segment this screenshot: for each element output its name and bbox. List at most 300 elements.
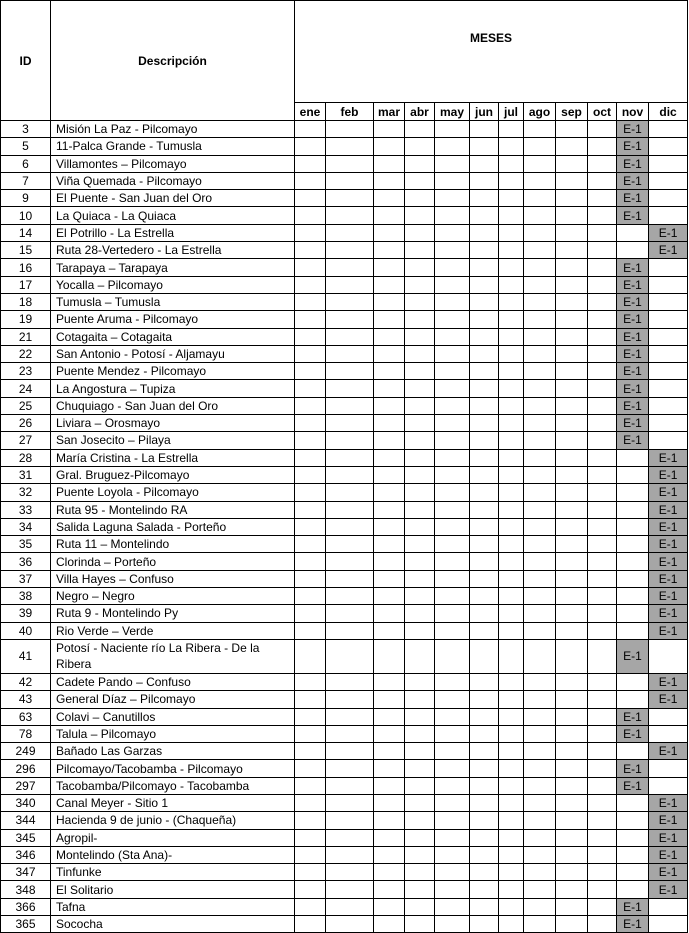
- row-description: Montelindo (Sta Ana)-: [51, 846, 295, 863]
- cell-sep: [556, 691, 588, 708]
- row-description: Villamontes – Pilcomayo: [51, 155, 295, 172]
- cell-ene: [295, 673, 326, 690]
- row-id: 345: [1, 829, 51, 846]
- cell-dic: [649, 397, 688, 414]
- header-month-ago: ago: [524, 103, 556, 121]
- cell-ago: [524, 743, 556, 760]
- cell-dic-mark: E-1: [649, 518, 688, 535]
- table-row: [1, 760, 688, 777]
- row-id: 15: [1, 242, 51, 259]
- cell-mar: [374, 397, 405, 414]
- cell-jun: [470, 829, 499, 846]
- row-description: Gral. Bruguez-Pilcomayo: [51, 466, 295, 483]
- cell-ago: [524, 259, 556, 276]
- cell-mar: [374, 207, 405, 224]
- cell-oct: [588, 518, 617, 535]
- cell-ene: [295, 363, 326, 380]
- cell-oct: [588, 691, 617, 708]
- cell-nov-mark: E-1: [617, 345, 649, 362]
- cell-sep: [556, 588, 588, 605]
- cell-jun: [470, 673, 499, 690]
- row-id: 35: [1, 536, 51, 553]
- cell-sep: [556, 829, 588, 846]
- cell-oct: [588, 881, 617, 898]
- row-id: 38: [1, 588, 51, 605]
- cell-mar: [374, 777, 405, 794]
- table-row: [1, 501, 688, 518]
- row-id: 39: [1, 605, 51, 622]
- row-id: 18: [1, 293, 51, 310]
- cell-jun: [470, 743, 499, 760]
- cell-feb: [326, 466, 374, 483]
- cell-oct: [588, 673, 617, 690]
- cell-nov-mark: E-1: [617, 432, 649, 449]
- cell-jul: [499, 673, 524, 690]
- cell-ene: [295, 293, 326, 310]
- cell-jun: [470, 311, 499, 328]
- row-description: Puente Aruma - Pilcomayo: [51, 311, 295, 328]
- table-row: [1, 536, 688, 553]
- cell-abr: [405, 743, 435, 760]
- cell-mar: [374, 673, 405, 690]
- cell-nov-mark: E-1: [617, 708, 649, 725]
- cell-abr: [405, 172, 435, 189]
- cell-ago: [524, 725, 556, 742]
- cell-ene: [295, 725, 326, 742]
- cell-ene: [295, 570, 326, 587]
- header-month-dic: dic: [649, 103, 688, 121]
- cell-mar: [374, 760, 405, 777]
- cell-nov-mark: E-1: [617, 155, 649, 172]
- cell-jul: [499, 743, 524, 760]
- cell-feb: [326, 259, 374, 276]
- cell-sep: [556, 328, 588, 345]
- cell-dic-mark: E-1: [649, 673, 688, 690]
- cell-oct: [588, 155, 617, 172]
- cell-jul: [499, 328, 524, 345]
- cell-mar: [374, 466, 405, 483]
- cell-jul: [499, 432, 524, 449]
- cell-abr: [405, 518, 435, 535]
- cell-ene: [295, 639, 326, 673]
- cell-nov: [617, 242, 649, 259]
- cell-jun: [470, 415, 499, 432]
- cell-sep: [556, 380, 588, 397]
- cell-mar: [374, 864, 405, 881]
- table-row: [1, 673, 688, 690]
- cell-jul: [499, 553, 524, 570]
- cell-mar: [374, 588, 405, 605]
- row-description: Rio Verde – Verde: [51, 622, 295, 639]
- table-row: [1, 363, 688, 380]
- cell-ene: [295, 224, 326, 241]
- cell-may: [435, 363, 470, 380]
- cell-nov: [617, 812, 649, 829]
- cell-oct: [588, 639, 617, 673]
- cell-feb: [326, 881, 374, 898]
- cell-jun: [470, 449, 499, 466]
- cell-mar: [374, 501, 405, 518]
- cell-may: [435, 725, 470, 742]
- cell-nov: [617, 829, 649, 846]
- cell-ene: [295, 501, 326, 518]
- table-row: [1, 484, 688, 501]
- cell-abr: [405, 864, 435, 881]
- cell-ago: [524, 673, 556, 690]
- cell-ago: [524, 622, 556, 639]
- cell-oct: [588, 725, 617, 742]
- row-id: 19: [1, 311, 51, 328]
- cell-jul: [499, 588, 524, 605]
- cell-oct: [588, 121, 617, 138]
- table-row: [1, 639, 688, 673]
- cell-may: [435, 605, 470, 622]
- cell-mar: [374, 881, 405, 898]
- cell-jun: [470, 172, 499, 189]
- cell-may: [435, 570, 470, 587]
- cell-nov-mark: E-1: [617, 121, 649, 138]
- cell-mar: [374, 380, 405, 397]
- cell-jul: [499, 466, 524, 483]
- cell-nov: [617, 449, 649, 466]
- row-description: Ruta 28-Vertedero - La Estrella: [51, 242, 295, 259]
- row-id: 32: [1, 484, 51, 501]
- table-row: [1, 691, 688, 708]
- cell-ago: [524, 432, 556, 449]
- cell-mar: [374, 276, 405, 293]
- cell-feb: [326, 864, 374, 881]
- cell-nov: [617, 881, 649, 898]
- cell-may: [435, 708, 470, 725]
- cell-jul: [499, 881, 524, 898]
- cell-may: [435, 622, 470, 639]
- table-row: [1, 588, 688, 605]
- cell-oct: [588, 311, 617, 328]
- table-row: [1, 570, 688, 587]
- header-month-oct: oct: [588, 103, 617, 121]
- cell-ene: [295, 484, 326, 501]
- row-description: María Cristina - La Estrella: [51, 449, 295, 466]
- header-meses: MESES: [295, 1, 688, 103]
- cell-dic: [649, 207, 688, 224]
- cell-feb: [326, 328, 374, 345]
- cell-sep: [556, 242, 588, 259]
- cell-feb: [326, 293, 374, 310]
- table-row: [1, 812, 688, 829]
- cell-oct: [588, 777, 617, 794]
- cell-abr: [405, 673, 435, 690]
- cell-jun: [470, 190, 499, 207]
- cell-nov-mark: E-1: [617, 311, 649, 328]
- row-id: 366: [1, 898, 51, 915]
- cell-ago: [524, 501, 556, 518]
- header-month-mar: mar: [374, 103, 405, 121]
- cell-jun: [470, 570, 499, 587]
- cell-ene: [295, 449, 326, 466]
- cell-oct: [588, 380, 617, 397]
- cell-oct: [588, 605, 617, 622]
- cell-ene: [295, 190, 326, 207]
- cell-sep: [556, 708, 588, 725]
- cell-abr: [405, 328, 435, 345]
- cell-jun: [470, 708, 499, 725]
- cell-sep: [556, 501, 588, 518]
- row-id: 346: [1, 846, 51, 863]
- header-descripcion: Descripción: [51, 1, 295, 121]
- cell-ene: [295, 777, 326, 794]
- table-row: [1, 345, 688, 362]
- row-id: 347: [1, 864, 51, 881]
- cell-mar: [374, 691, 405, 708]
- cell-mar: [374, 518, 405, 535]
- cell-feb: [326, 311, 374, 328]
- cell-sep: [556, 224, 588, 241]
- row-description: Talula – Pilcomayo: [51, 725, 295, 742]
- cell-dic-mark: E-1: [649, 536, 688, 553]
- cell-nov: [617, 501, 649, 518]
- cell-may: [435, 138, 470, 155]
- cell-sep: [556, 553, 588, 570]
- cell-dic: [649, 328, 688, 345]
- row-description: Bañado Las Garzas: [51, 743, 295, 760]
- header-id: ID: [1, 1, 51, 121]
- cell-feb: [326, 622, 374, 639]
- cell-jun: [470, 276, 499, 293]
- cell-oct: [588, 138, 617, 155]
- cell-jun: [470, 259, 499, 276]
- row-id: 6: [1, 155, 51, 172]
- cell-mar: [374, 794, 405, 811]
- cell-abr: [405, 466, 435, 483]
- cell-nov: [617, 794, 649, 811]
- cell-jun: [470, 794, 499, 811]
- row-description: 11-Palca Grande - Tumusla: [51, 138, 295, 155]
- row-id: 24: [1, 380, 51, 397]
- cell-abr: [405, 397, 435, 414]
- cell-jun: [470, 138, 499, 155]
- cell-nov-mark: E-1: [617, 916, 649, 933]
- cell-ene: [295, 743, 326, 760]
- cell-jul: [499, 345, 524, 362]
- cell-ago: [524, 276, 556, 293]
- cell-may: [435, 743, 470, 760]
- cell-dic: [649, 276, 688, 293]
- row-id: 26: [1, 415, 51, 432]
- cell-abr: [405, 777, 435, 794]
- cell-may: [435, 207, 470, 224]
- cell-may: [435, 380, 470, 397]
- row-description: Yocalla – Pilcomayo: [51, 276, 295, 293]
- cell-abr: [405, 916, 435, 933]
- cell-jun: [470, 898, 499, 915]
- row-id: 17: [1, 276, 51, 293]
- cell-dic: [649, 293, 688, 310]
- cell-oct: [588, 224, 617, 241]
- cell-nov-mark: E-1: [617, 380, 649, 397]
- cell-abr: [405, 725, 435, 742]
- cell-feb: [326, 155, 374, 172]
- row-id: 63: [1, 708, 51, 725]
- row-description: Villa Hayes – Confuso: [51, 570, 295, 587]
- cell-mar: [374, 898, 405, 915]
- row-description: Chuquiago - San Juan del Oro: [51, 397, 295, 414]
- cell-abr: [405, 259, 435, 276]
- cell-jul: [499, 916, 524, 933]
- cell-oct: [588, 466, 617, 483]
- cell-jun: [470, 605, 499, 622]
- cell-ago: [524, 311, 556, 328]
- cell-sep: [556, 605, 588, 622]
- row-id: 42: [1, 673, 51, 690]
- cell-nov: [617, 743, 649, 760]
- cell-ene: [295, 898, 326, 915]
- cell-dic: [649, 190, 688, 207]
- table-row: [1, 846, 688, 863]
- cell-oct: [588, 328, 617, 345]
- cell-jun: [470, 484, 499, 501]
- cell-oct: [588, 916, 617, 933]
- cell-jun: [470, 397, 499, 414]
- cell-nov-mark: E-1: [617, 397, 649, 414]
- cell-mar: [374, 449, 405, 466]
- cell-nov: [617, 536, 649, 553]
- row-description: Cadete Pando – Confuso: [51, 673, 295, 690]
- cell-sep: [556, 466, 588, 483]
- cell-feb: [326, 449, 374, 466]
- cell-nov: [617, 484, 649, 501]
- cell-feb: [326, 691, 374, 708]
- cell-may: [435, 328, 470, 345]
- table-row: [1, 449, 688, 466]
- cell-may: [435, 484, 470, 501]
- cell-mar: [374, 311, 405, 328]
- cell-dic-mark: E-1: [649, 242, 688, 259]
- row-id: 7: [1, 172, 51, 189]
- cell-jul: [499, 293, 524, 310]
- cell-jun: [470, 363, 499, 380]
- cell-abr: [405, 363, 435, 380]
- table-row: [1, 794, 688, 811]
- cell-sep: [556, 432, 588, 449]
- header-month-feb: feb: [326, 103, 374, 121]
- cell-nov: [617, 673, 649, 690]
- cell-feb: [326, 536, 374, 553]
- cell-feb: [326, 639, 374, 673]
- cell-nov: [617, 622, 649, 639]
- row-description: El Potrillo - La Estrella: [51, 224, 295, 241]
- cell-dic: [649, 898, 688, 915]
- cell-mar: [374, 363, 405, 380]
- table-row: [1, 121, 688, 138]
- cell-ene: [295, 397, 326, 414]
- cell-may: [435, 691, 470, 708]
- cell-ago: [524, 536, 556, 553]
- cell-abr: [405, 224, 435, 241]
- cell-feb: [326, 224, 374, 241]
- header-month-jun: jun: [470, 103, 499, 121]
- cell-feb: [326, 518, 374, 535]
- table-row: [1, 138, 688, 155]
- cell-may: [435, 501, 470, 518]
- cell-feb: [326, 484, 374, 501]
- cell-oct: [588, 207, 617, 224]
- cell-jun: [470, 466, 499, 483]
- cell-may: [435, 864, 470, 881]
- cell-oct: [588, 829, 617, 846]
- cell-nov: [617, 224, 649, 241]
- cell-nov-mark: E-1: [617, 415, 649, 432]
- cell-mar: [374, 415, 405, 432]
- cell-ene: [295, 829, 326, 846]
- cell-ago: [524, 777, 556, 794]
- cell-ago: [524, 760, 556, 777]
- cell-abr: [405, 760, 435, 777]
- cell-may: [435, 881, 470, 898]
- cell-jun: [470, 432, 499, 449]
- row-description: Tinfunke: [51, 864, 295, 881]
- table-row: [1, 432, 688, 449]
- cell-ene: [295, 916, 326, 933]
- header-month-jul: jul: [499, 103, 524, 121]
- row-id: 16: [1, 259, 51, 276]
- cell-jul: [499, 639, 524, 673]
- cell-jul: [499, 605, 524, 622]
- cell-dic-mark: E-1: [649, 466, 688, 483]
- cell-jul: [499, 190, 524, 207]
- cell-dic-mark: E-1: [649, 588, 688, 605]
- cell-dic-mark: E-1: [649, 743, 688, 760]
- cell-ene: [295, 121, 326, 138]
- cell-nov: [617, 466, 649, 483]
- cell-abr: [405, 276, 435, 293]
- cell-jun: [470, 293, 499, 310]
- cell-ago: [524, 484, 556, 501]
- cell-ene: [295, 172, 326, 189]
- cell-sep: [556, 121, 588, 138]
- cell-oct: [588, 708, 617, 725]
- table-row: [1, 466, 688, 483]
- cell-sep: [556, 864, 588, 881]
- cell-oct: [588, 363, 617, 380]
- cell-dic-mark: E-1: [649, 605, 688, 622]
- cell-may: [435, 536, 470, 553]
- table-row: [1, 518, 688, 535]
- cell-mar: [374, 328, 405, 345]
- table-row: [1, 397, 688, 414]
- cell-nov-mark: E-1: [617, 363, 649, 380]
- table-row: [1, 881, 688, 898]
- cell-oct: [588, 743, 617, 760]
- row-id: 31: [1, 466, 51, 483]
- cell-sep: [556, 846, 588, 863]
- cell-dic: [649, 363, 688, 380]
- cell-nov: [617, 553, 649, 570]
- cell-abr: [405, 190, 435, 207]
- cell-dic-mark: E-1: [649, 553, 688, 570]
- cell-may: [435, 242, 470, 259]
- cell-may: [435, 397, 470, 414]
- cell-may: [435, 276, 470, 293]
- cell-jun: [470, 207, 499, 224]
- cell-sep: [556, 812, 588, 829]
- cell-abr: [405, 432, 435, 449]
- cell-sep: [556, 345, 588, 362]
- cell-ago: [524, 605, 556, 622]
- cell-dic-mark: E-1: [649, 691, 688, 708]
- cell-abr: [405, 449, 435, 466]
- cell-ago: [524, 121, 556, 138]
- cell-jun: [470, 639, 499, 673]
